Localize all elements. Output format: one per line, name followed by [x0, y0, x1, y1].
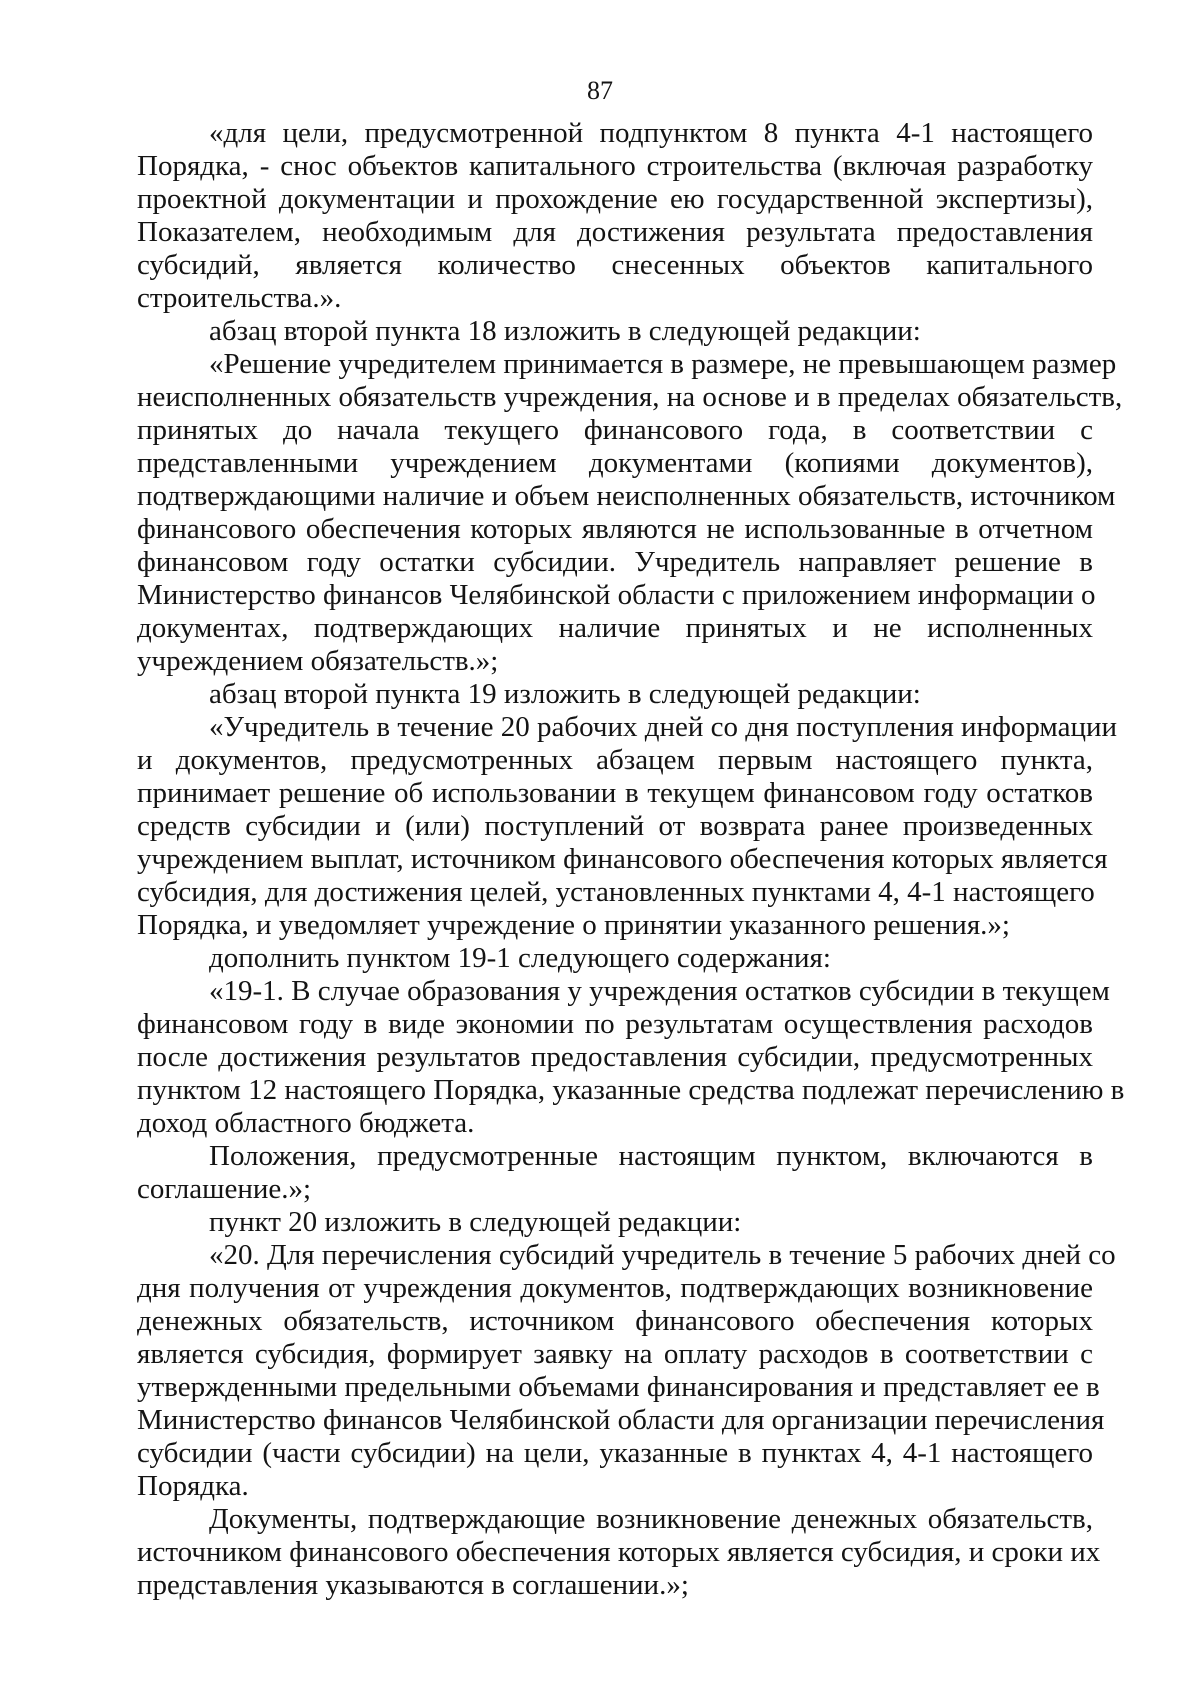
- text-line: Документы, подтверждающие возникновение денежных обязательств,: [209, 1503, 1093, 1535]
- text-line: дня получения от учреждения документов, подтверждающих возникновение: [137, 1272, 1093, 1304]
- text-line: и документов, предусмотренных абзацем первым настоящего пункта,: [137, 744, 1093, 776]
- text-line: Порядка.: [137, 1470, 249, 1502]
- text-line: документах, подтверждающих наличие принятых и не исполненных: [137, 612, 1093, 644]
- document-body: [137, 117, 1125, 1602]
- text-line: учреждением выплат, источником финансового обеспечения которых является: [137, 843, 1108, 875]
- paragraph: [137, 348, 1123, 678]
- paragraph: [137, 117, 1093, 315]
- text-line: «19-1. В случае образования у учреждения остатков субсидии в текущем: [209, 975, 1110, 1007]
- page-number: 87: [587, 76, 613, 105]
- paragraph: [137, 1140, 1093, 1206]
- text-line: представленными учреждением документами (копиями документов),: [137, 447, 1093, 479]
- text-line: Показателем, необходимым для достижения результата предоставления: [137, 216, 1093, 248]
- text-line: учреждением обязательств.»;: [137, 645, 499, 677]
- text-line: «Решение учредителем принимается в размере, не превышающем размер: [209, 348, 1117, 380]
- paragraph: [137, 1503, 1101, 1602]
- text-line: субсидий, является количество снесенных объектов капитального: [137, 249, 1093, 281]
- text-line: субсидия, для достижения целей, установленных пунктами 4, 4-1 настоящего: [137, 876, 1095, 908]
- text-line: утвержденными предельными объемами финансирования и представляет ее в: [137, 1371, 1100, 1403]
- text-line: является субсидия, формирует заявку на оплату расходов в соответствии с: [137, 1338, 1093, 1370]
- text-line: после достижения результатов предоставления субсидии, предусмотренных: [137, 1041, 1093, 1073]
- text-line: пункт 20 изложить в следующей редакции:: [209, 1206, 742, 1238]
- text-line: Порядка, - снос объектов капитального строительства (включая разработку: [137, 150, 1093, 182]
- text-line: Министерство финансов Челябинской области с приложением информации о: [137, 579, 1096, 611]
- text-line: дополнить пунктом 19-1 следующего содержания:: [209, 942, 831, 974]
- text-line: доход областного бюджета.: [137, 1107, 475, 1139]
- paragraph: [137, 315, 1093, 348]
- text-line: принятых до начала текущего финансового года, в соответствии с: [137, 414, 1093, 446]
- text-line: пунктом 12 настоящего Порядка, указанные средства подлежат перечислению в: [137, 1074, 1125, 1106]
- text-line: финансовом году остатки субсидии. Учредитель направляет решение в: [137, 546, 1093, 578]
- text-line: неисполненных обязательств учреждения, на основе и в пределах обязательств,: [137, 381, 1123, 413]
- text-line: «для цели, предусмотренной подпунктом 8 пункта 4-1 настоящего: [209, 117, 1093, 149]
- text-line: средств субсидии и (или) поступлений от возврата ранее произведенных: [137, 810, 1093, 842]
- text-line: денежных обязательств, источником финансового обеспечения которых: [137, 1305, 1093, 1337]
- paragraph: [137, 711, 1118, 942]
- text-line: проектной документации и прохождение ею государственной экспертизы),: [137, 183, 1093, 215]
- text-line: Министерство финансов Челябинской области для организации перечисления: [137, 1404, 1105, 1436]
- text-line: Порядка, и уведомляет учреждение о принятии указанного решения.»;: [137, 909, 1010, 941]
- paragraph: [137, 942, 1093, 975]
- text-line: субсидии (части субсидии) на цели, указанные в пунктах 4, 4-1 настоящего: [137, 1437, 1093, 1469]
- text-line: Положения, предусмотренные настоящим пунктом, включаются в: [209, 1140, 1093, 1172]
- paragraph: [137, 1206, 1093, 1239]
- text-line: «20. Для перечисления субсидий учредитель в течение 5 рабочих дней со: [209, 1239, 1116, 1271]
- paragraph: [137, 678, 1093, 711]
- text-line: финансового обеспечения которых являются не использованные в отчетном: [137, 513, 1093, 545]
- text-line: источником финансового обеспечения которых является субсидия, и сроки их: [137, 1536, 1101, 1568]
- text-line: соглашение.»;: [137, 1173, 312, 1205]
- text-line: абзац второй пункта 19 изложить в следующей редакции:: [209, 678, 921, 710]
- text-line: принимает решение об использовании в текущем финансовом году остатков: [137, 777, 1093, 809]
- text-line: подтверждающими наличие и объем неисполненных обязательств, источником: [137, 480, 1116, 512]
- paragraph: [137, 975, 1125, 1140]
- text-line: представления указываются в соглашении.»;: [137, 1569, 689, 1601]
- text-line: строительства.».: [137, 282, 342, 314]
- text-line: абзац второй пункта 18 изложить в следующей редакции:: [209, 315, 921, 347]
- paragraph: [137, 1239, 1116, 1503]
- text-line: «Учредитель в течение 20 рабочих дней со дня поступления информации: [209, 711, 1118, 743]
- text-line: финансовом году в виде экономии по результатам осуществления расходов: [137, 1008, 1093, 1040]
